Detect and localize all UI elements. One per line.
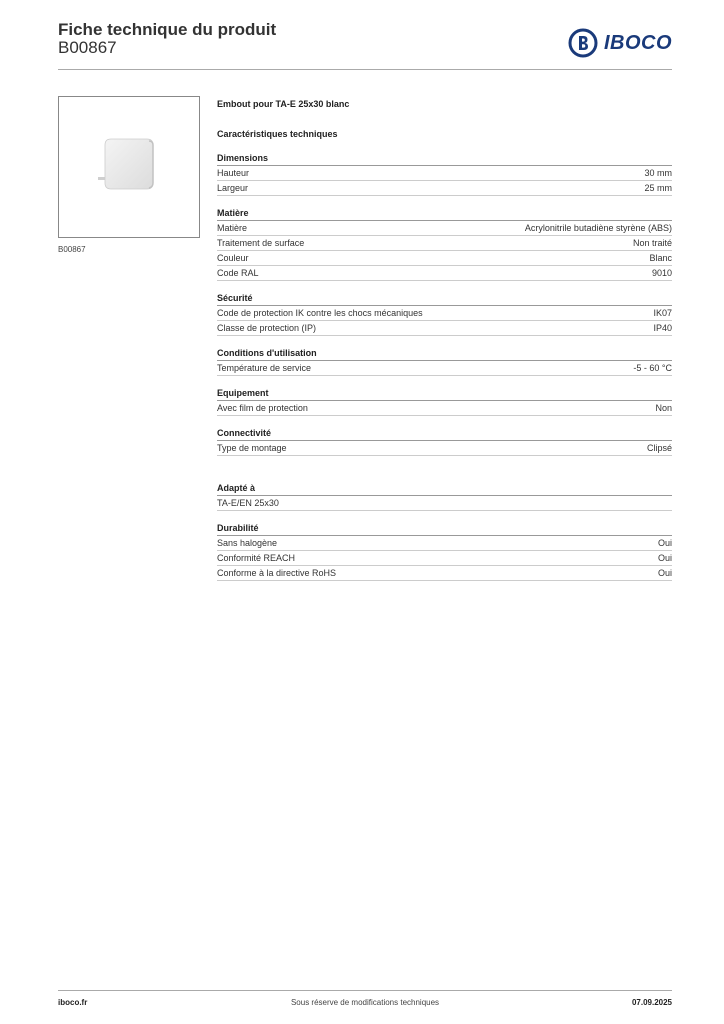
spec-row	[217, 166, 672, 181]
spec-label: Code de protection IK contre les chocs mécaniques	[217, 308, 423, 318]
spec-row	[217, 181, 672, 196]
spec-value: 25 mm	[644, 183, 672, 193]
spec-row	[217, 536, 672, 551]
spec-label: Sans halogène	[217, 538, 278, 548]
product-code: B00867	[58, 38, 117, 57]
section-dimensions	[217, 152, 672, 196]
spec-row	[217, 306, 672, 321]
spec-label: TA-E/EN 25x30	[217, 498, 279, 508]
spec-value: Clipsé	[646, 443, 672, 453]
spec-label: Type de montage	[217, 443, 287, 453]
brand-logo[interactable]	[568, 28, 672, 58]
spec-value: Non traité	[632, 238, 672, 248]
section-conditions	[217, 347, 672, 376]
section-compatible	[217, 482, 672, 511]
section-title: Conditions d'utilisation	[217, 347, 672, 361]
header-divider	[58, 69, 672, 70]
footer-website-link[interactable]: iboco.fr	[58, 998, 88, 1007]
spec-label: Hauteur	[217, 168, 250, 178]
footer-divider	[58, 990, 672, 991]
spec-heading: Caractéristiques techniques	[217, 129, 338, 139]
spec-value: 9010	[651, 268, 672, 278]
section-title: Durabilité	[217, 522, 672, 536]
spec-row	[217, 361, 672, 376]
spec-label: Couleur	[217, 253, 249, 263]
spec-row	[217, 551, 672, 566]
page-title: Fiche technique du produit	[58, 20, 277, 39]
image-caption: B00867	[58, 245, 86, 254]
spec-row	[217, 401, 672, 416]
spec-value: Acrylonitrile butadiène styrène (ABS)	[524, 223, 672, 233]
spec-value: IP40	[653, 323, 672, 333]
spec-row	[217, 236, 672, 251]
page-header	[58, 20, 672, 70]
section-title: Sécurité	[217, 292, 672, 306]
spec-label: Matière	[217, 223, 248, 233]
end-cap-product-icon	[59, 97, 199, 237]
spec-label: Code RAL	[217, 268, 259, 278]
spec-row	[217, 321, 672, 336]
section-title: Dimensions	[217, 152, 672, 166]
spec-value: Blanc	[649, 253, 672, 263]
spec-label: Largeur	[217, 183, 249, 193]
product-image	[58, 96, 200, 238]
logo-text: IBOCO	[603, 31, 672, 54]
spec-value: Oui	[657, 553, 672, 563]
section-sustainability	[217, 522, 672, 581]
section-title: Connectivité	[217, 427, 672, 441]
section-connectivity	[217, 427, 672, 456]
spec-row	[217, 441, 672, 456]
section-title: Matière	[217, 207, 672, 221]
footer-date: 07.09.2025	[631, 998, 672, 1007]
spec-label: Température de service	[217, 363, 312, 373]
spec-label: Avec film de protection	[217, 403, 308, 413]
spec-value: IK07	[653, 308, 672, 318]
spec-label: Conforme à la directive RoHS	[217, 568, 337, 578]
spec-value: Oui	[657, 568, 672, 578]
section-title: Adapté à	[217, 482, 672, 496]
spec-value: 30 mm	[644, 168, 672, 178]
iboco-logo-icon	[568, 28, 598, 58]
spec-value: Non	[655, 403, 672, 413]
spec-label: Classe de protection (IP)	[217, 323, 317, 333]
spec-row	[217, 496, 672, 511]
spec-row	[217, 221, 672, 236]
section-security	[217, 292, 672, 336]
section-material	[217, 207, 672, 281]
spec-row	[217, 251, 672, 266]
product-name: Embout pour TA-E 25x30 blanc	[217, 99, 350, 109]
spec-value: Oui	[657, 538, 672, 548]
spec-row	[217, 566, 672, 581]
section-title: Equipement	[217, 387, 672, 401]
spec-content	[217, 97, 672, 581]
spec-label: Conformité REACH	[217, 553, 296, 563]
footer-disclaimer: Sous réserve de modifications techniques	[290, 998, 440, 1007]
spec-row	[217, 266, 672, 281]
section-equipment	[217, 387, 672, 416]
spec-label: Traitement de surface	[217, 238, 305, 248]
spec-value: -5 - 60 °C	[633, 363, 672, 373]
